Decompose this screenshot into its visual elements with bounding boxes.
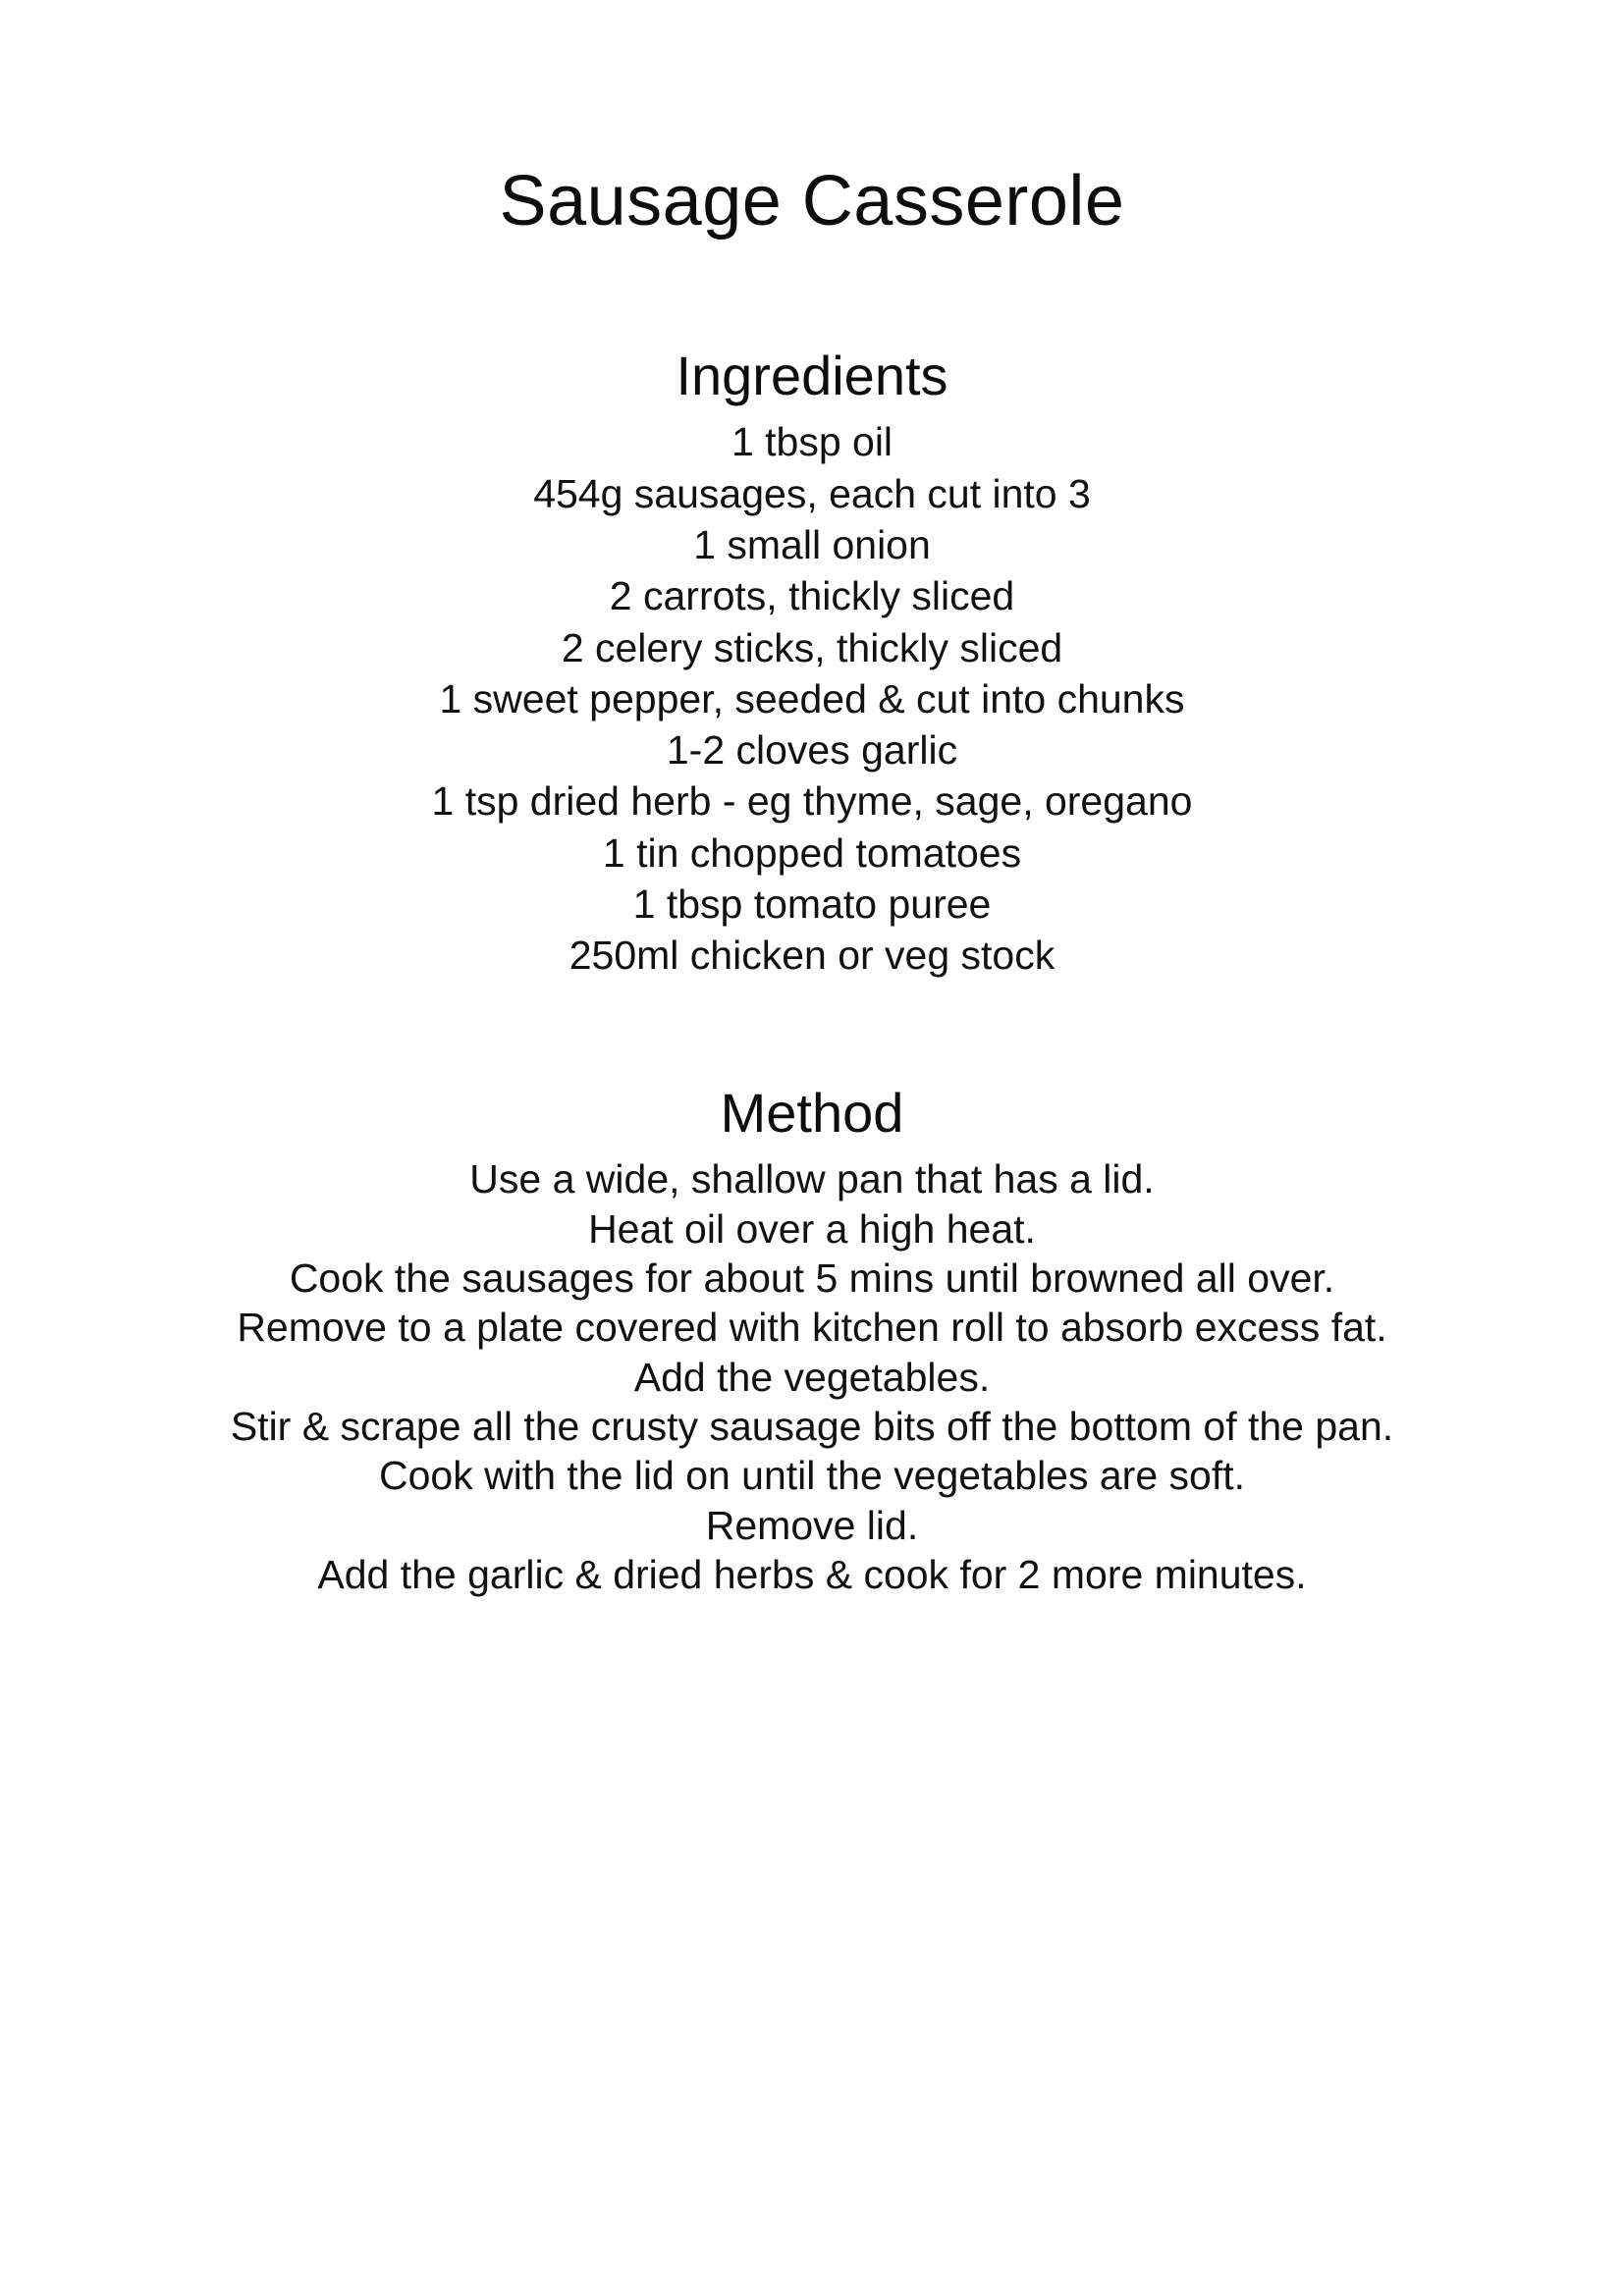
list-item: 1 tbsp tomato puree <box>632 881 992 928</box>
list-item: 1 sweet pepper, seeded & cut into chunks <box>439 675 1185 721</box>
ingredients-section <box>118 346 1506 985</box>
list-item: 1 tsp dried herb - eg thyme, sage, oregano <box>431 778 1193 825</box>
list-item: 1 small onion <box>693 521 931 567</box>
method-heading: Method <box>720 1081 904 1144</box>
list-item: Cook with the lid on until the vegetables are soft. <box>378 1453 1246 1499</box>
list-item: 250ml chicken or veg stock <box>568 933 1056 979</box>
list-item: Remove to a plate covered with kitchen roll to absorb excess fat. <box>237 1305 1387 1351</box>
list-item: 454g sausages, each cut into 3 <box>533 470 1091 516</box>
ingredients-heading: Ingredients <box>676 344 948 406</box>
list-item: 2 celery sticks, thickly sliced <box>561 624 1063 670</box>
list-item: Heat oil over a high heat. <box>588 1205 1036 1252</box>
list-item: Add the garlic & dried herbs & cook for 2 more minutes. <box>317 1552 1307 1598</box>
list-item: Stir & scrape all the crusty sausage bits off the bottom of the pan. <box>230 1404 1394 1450</box>
ingredients-list <box>118 419 1506 985</box>
list-item: Add the vegetables. <box>633 1354 991 1400</box>
list-item: Cook the sausages for about 5 mins until browned all over. <box>289 1255 1335 1302</box>
method-section <box>118 1083 1506 1602</box>
list-item: 1-2 cloves garlic <box>666 727 958 774</box>
page-title: Sausage Casserole <box>499 162 1125 240</box>
list-item: 1 tin chopped tomatoes <box>602 829 1022 876</box>
method-list <box>118 1156 1506 1601</box>
list-item: Use a wide, shallow pan that has a lid. <box>469 1156 1155 1202</box>
list-item: 1 tbsp oil <box>731 419 893 465</box>
list-item: 2 carrots, thickly sliced <box>609 573 1015 619</box>
list-item: Remove lid. <box>705 1502 919 1548</box>
